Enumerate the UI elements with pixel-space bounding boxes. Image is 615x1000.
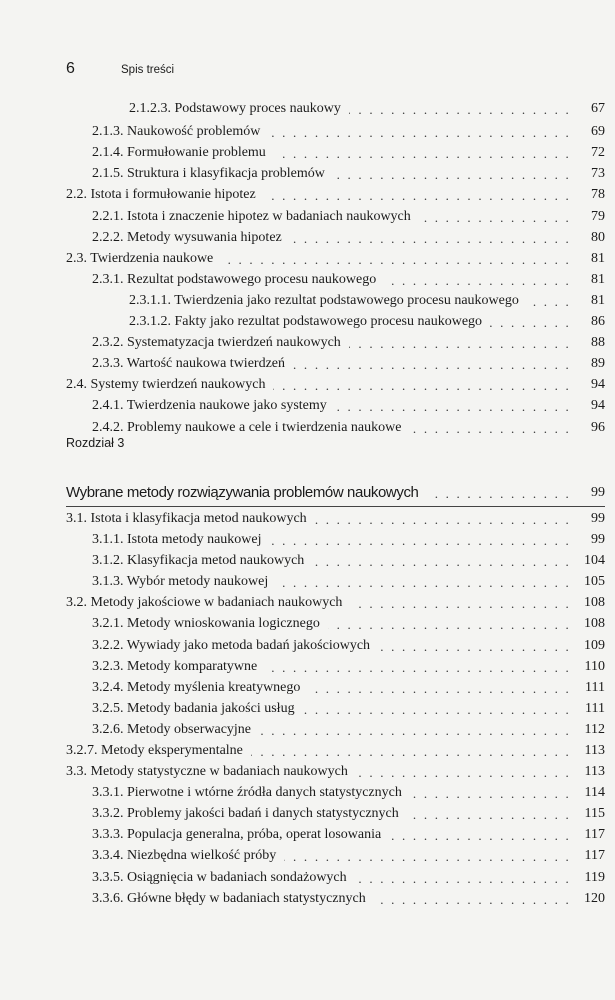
toc-entry-title: 2.4.1. Twierdzenia naukowe jako systemy	[92, 398, 327, 413]
toc-entry-title: 3.2.3. Metody komparatywne	[92, 659, 258, 674]
page-number: 6	[66, 60, 75, 77]
toc-entry-title: 3.2.5. Metody badania jakości usług	[92, 701, 295, 716]
toc-entry	[129, 310, 605, 330]
toc-entry-title: 3.2.4. Metody myślenia kreatywnego	[92, 680, 301, 695]
dot-leader	[333, 169, 571, 179]
toc-entry-title: 2.2.1. Istota i znaczenie hipotez w badaniach naukowych	[92, 209, 411, 224]
toc-entry	[92, 802, 605, 822]
toc-entry-title: 2.3.1.2. Fakty jako rezultat podstawowego procesu naukowego	[129, 314, 483, 329]
toc-entry	[92, 268, 605, 288]
toc-entry-title: 3.1.1. Istota metody naukowej	[92, 532, 262, 547]
toc-entry	[92, 823, 605, 843]
toc-entry-title: 2.1.2.3. Podstawowy proces naukowy	[129, 101, 341, 116]
toc-entry-title: Wybrane metody rozwiązywania problemów naukowych	[66, 484, 419, 501]
dot-leader	[268, 127, 571, 137]
dot-leader	[378, 641, 571, 651]
toc-entry-page: 81	[591, 251, 605, 266]
toc-entry	[92, 570, 605, 590]
dot-leader	[308, 683, 571, 693]
toc-entry-title: 3.3.5. Osiągnięcia w badaniach sondażowych	[92, 870, 347, 885]
toc-entry-page: 105	[584, 574, 605, 589]
toc-entry-page: 111	[585, 680, 605, 695]
toc-entry-page: 67	[591, 101, 605, 116]
dot-leader	[384, 275, 571, 285]
toc-entry	[129, 289, 605, 309]
toc-entry-title: 3.1.3. Wybór metody naukowej	[92, 574, 269, 589]
toc-entry-title: 2.3.1. Rezultat podstawowego procesu naukowego	[92, 272, 377, 287]
dot-leader	[293, 359, 571, 369]
toc-entry	[92, 120, 605, 140]
toc-entry-page: 80	[591, 230, 605, 245]
toc-entry-page: 104	[584, 553, 605, 568]
dot-leader	[356, 767, 571, 777]
toc-entry-page: 69	[591, 124, 605, 139]
toc-entry-page: 94	[591, 398, 605, 413]
toc-entry	[66, 591, 605, 611]
dot-leader	[374, 894, 571, 904]
toc-entry-page: 115	[584, 806, 605, 821]
toc-entry-page: 99	[591, 511, 605, 526]
toc-entry-page: 108	[584, 616, 605, 631]
dot-leader	[221, 254, 571, 264]
toc-entry-page: 72	[591, 145, 605, 160]
toc-entry-title: 3.3. Metody statystyczne w badaniach naukowych	[66, 764, 348, 779]
toc-entry	[92, 331, 605, 351]
toc-entry-page: 89	[591, 356, 605, 371]
toc-entry-page: 113	[584, 764, 605, 779]
dot-leader	[259, 725, 571, 735]
toc-entry	[66, 183, 605, 203]
chapter-label: Rozdział 3	[66, 436, 125, 450]
dot-leader	[355, 873, 571, 883]
dot-leader	[276, 577, 571, 587]
toc-entry-page: 96	[591, 420, 605, 435]
dot-leader	[284, 851, 571, 861]
toc-entry	[92, 844, 605, 864]
dot-leader	[335, 401, 571, 411]
toc-entry-title: 3.1.2. Klasyfikacja metod naukowych	[92, 553, 305, 568]
toc-entry	[92, 887, 605, 907]
toc-entry-page: 88	[591, 335, 605, 350]
toc-entry	[92, 528, 605, 548]
toc-entry-title: 2.1.4. Formułowanie problemu	[92, 145, 266, 160]
toc-entry-title: 3.2.7. Metody eksperymentalne	[66, 743, 243, 758]
dot-leader	[410, 788, 571, 798]
toc-entry	[66, 760, 605, 780]
toc-entry-page: 108	[584, 595, 605, 610]
dot-leader	[407, 809, 571, 819]
toc-entry-page: 81	[591, 272, 605, 287]
dot-leader	[312, 556, 571, 566]
toc-entry-page: 111	[585, 701, 605, 716]
toc-entry-page: 99	[591, 485, 605, 500]
toc-entry-title: 2.1.5. Struktura i klasyfikacja problemów	[92, 166, 325, 181]
toc-entry-page: 119	[584, 870, 605, 885]
toc-entry-page: 113	[584, 743, 605, 758]
toc-entry-title: 3.2.2. Wywiady jako metoda badań jakościowych	[92, 638, 371, 653]
dot-leader	[427, 488, 572, 498]
chapter-title-entry	[66, 481, 605, 501]
dot-leader	[303, 704, 571, 714]
toc-entry-page: 99	[591, 532, 605, 547]
toc-entry-title: 2.2. Istota i formułowanie hipotez	[66, 187, 256, 202]
toc-entry	[92, 718, 605, 738]
dot-leader	[274, 148, 571, 158]
toc-entry-title: 3.3.6. Główne błędy w badaniach statystycznych	[92, 891, 366, 906]
dot-leader	[389, 830, 571, 840]
toc-entry-page: 120	[584, 891, 605, 906]
toc-entry-title: 3.3.1. Pierwotne i wtórne źródła danych statystycznych	[92, 785, 402, 800]
toc-entry-title: 3.1. Istota i klasyfikacja metod naukowych	[66, 511, 307, 526]
dot-leader	[328, 619, 571, 629]
toc-entry	[92, 141, 605, 161]
toc-entry-page: 78	[591, 187, 605, 202]
page-header	[66, 60, 174, 78]
toc-entry-page: 114	[584, 785, 605, 800]
toc-entry	[66, 739, 605, 759]
dot-leader	[251, 746, 571, 756]
dot-leader	[264, 190, 571, 200]
toc-entry	[92, 162, 605, 182]
dot-leader	[350, 598, 571, 608]
toc-entry	[92, 634, 605, 654]
toc-entry-title: 3.2.1. Metody wnioskowania logicznego	[92, 616, 320, 631]
toc-entry-page: 117	[584, 827, 605, 842]
dot-leader	[290, 233, 571, 243]
toc-entry	[66, 507, 605, 527]
dot-leader	[349, 104, 571, 114]
toc-entry-title: 2.4. Systemy twierdzeń naukowych	[66, 377, 266, 392]
toc-entry	[92, 205, 605, 225]
dot-leader	[490, 317, 571, 327]
toc-entry	[66, 247, 605, 267]
toc-entry-page: 112	[584, 722, 605, 737]
toc-entry	[92, 394, 605, 414]
toc-entry-title: 2.1.3. Naukowość problemów	[92, 124, 261, 139]
toc-entry	[92, 612, 605, 632]
toc-entry	[129, 97, 605, 117]
toc-entry	[92, 866, 605, 886]
toc-entry-page: 117	[584, 848, 605, 863]
toc-entry-title: 3.3.3. Populacja generalna, próba, operat losowania	[92, 827, 382, 842]
toc-entry-page: 86	[591, 314, 605, 329]
dot-leader	[265, 662, 571, 672]
toc-entry-title: 2.3. Twierdzenia naukowe	[66, 251, 214, 266]
toc-entry-title: 2.3.1.1. Twierdzenia jako rezultat podstawowego procesu naukowego	[129, 293, 519, 308]
toc-entry-page: 73	[591, 166, 605, 181]
dot-leader	[270, 535, 571, 545]
toc-entry	[92, 676, 605, 696]
toc-entry-title: 3.3.2. Problemy jakości badań i danych statystycznych	[92, 806, 399, 821]
dot-leader	[349, 338, 571, 348]
dot-leader	[527, 296, 571, 306]
toc-entry-title: 2.4.2. Problemy naukowe a cele i twierdzenia naukowe	[92, 420, 402, 435]
toc-entry-title: 3.2.6. Metody obserwacyjne	[92, 722, 252, 737]
toc-entry-title: 3.3.4. Niezbędna wielkość próby	[92, 848, 277, 863]
toc-entry-page: 109	[584, 638, 605, 653]
running-title: Spis treści	[121, 64, 175, 76]
toc-entry	[92, 416, 605, 436]
toc-entry	[66, 373, 605, 393]
toc-entry-title: 2.2.2. Metody wysuwania hipotez	[92, 230, 282, 245]
dot-leader	[409, 423, 571, 433]
toc-entry-page: 81	[591, 293, 605, 308]
toc-entry	[92, 781, 605, 801]
toc-entry-title: 2.3.3. Wartość naukowa twierdzeń	[92, 356, 285, 371]
dot-leader	[273, 380, 571, 390]
dot-leader	[315, 514, 571, 524]
toc-entry-title: 2.3.2. Systematyzacja twierdzeń naukowych	[92, 335, 341, 350]
toc-entry-title: 3.2. Metody jakościowe w badaniach naukowych	[66, 595, 343, 610]
toc-entry	[92, 549, 605, 569]
toc-entry-page: 79	[591, 209, 605, 224]
toc-entry	[92, 226, 605, 246]
toc-entry	[92, 655, 605, 675]
toc-entry-page: 110	[584, 659, 605, 674]
toc-entry-page: 94	[591, 377, 605, 392]
toc-entry	[92, 697, 605, 717]
toc-entry	[92, 352, 605, 372]
dot-leader	[419, 212, 571, 222]
